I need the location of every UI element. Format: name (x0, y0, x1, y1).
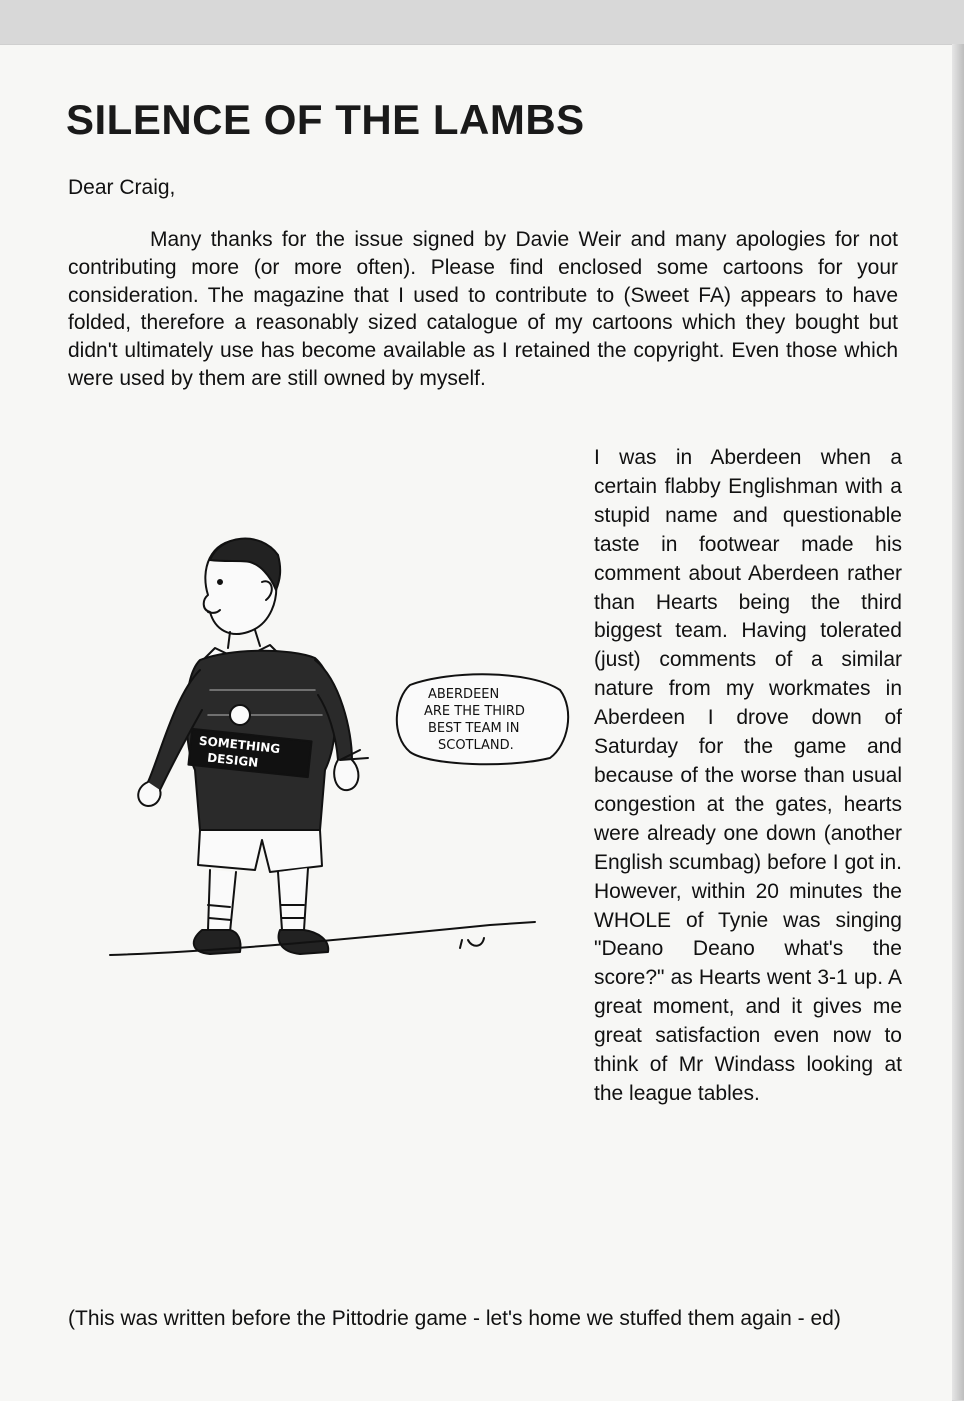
editor-footnote: (This was written before the Pittodrie game - let's home we stuffed them again - ed) (68, 1307, 841, 1330)
shirt-band-line-2: DESIGN (206, 750, 259, 770)
speech-bubble-line-2: ARE THE THIRD (424, 704, 525, 719)
salutation: Dear Craig, (68, 176, 176, 199)
story-paragraph: I was in Aberdeen when a certain flabby Englishman with a stupid name and questionable taste in footwear made his comment about Aberdeen rather than Hearts being the third biggest team. Having tolerated (just) comments of a similar nature from my workmates in Aberdeen I drove down of Saturday for the game and because of the worse than usual congestion at the gates, hearts were already one down (another English scumbag) before I got in. However, within 20 minutes the WHOLE of Tynie was singing "Deano Deano what's the score?" as Hearts went 3-1 up. A great moment, and it gives me great satisfaction even now to think of Mr Windass looking at the league tables. (594, 446, 902, 1105)
intro-paragraph: Many thanks for the issue signed by Davie Weir and many apologies for not contributing more (or more often). Please find enclosed some cartoons for your consideration. The magazine that I used to contribute to (Sweet FA) appears to have folded, therefore a reasonably sized catalogue of my cartoons which they bought but didn't ultimately use has become available as I retained the copyright. Even those which were used by them are still owned by myself. (68, 228, 898, 390)
speech-bubble-line-4: SCOTLAND. (438, 738, 514, 753)
speech-bubble-line-1: ABERDEEN (428, 687, 500, 702)
show-through-text (700, 120, 705, 141)
speech-bubble-line-3: BEST TEAM IN (428, 721, 520, 736)
cartoon-illustration (90, 520, 590, 1020)
article-title: SILENCE OF THE LAMBS (66, 96, 585, 143)
page-edge (952, 44, 964, 1400)
shirt-band-line-1: SOMETHING (198, 733, 281, 757)
